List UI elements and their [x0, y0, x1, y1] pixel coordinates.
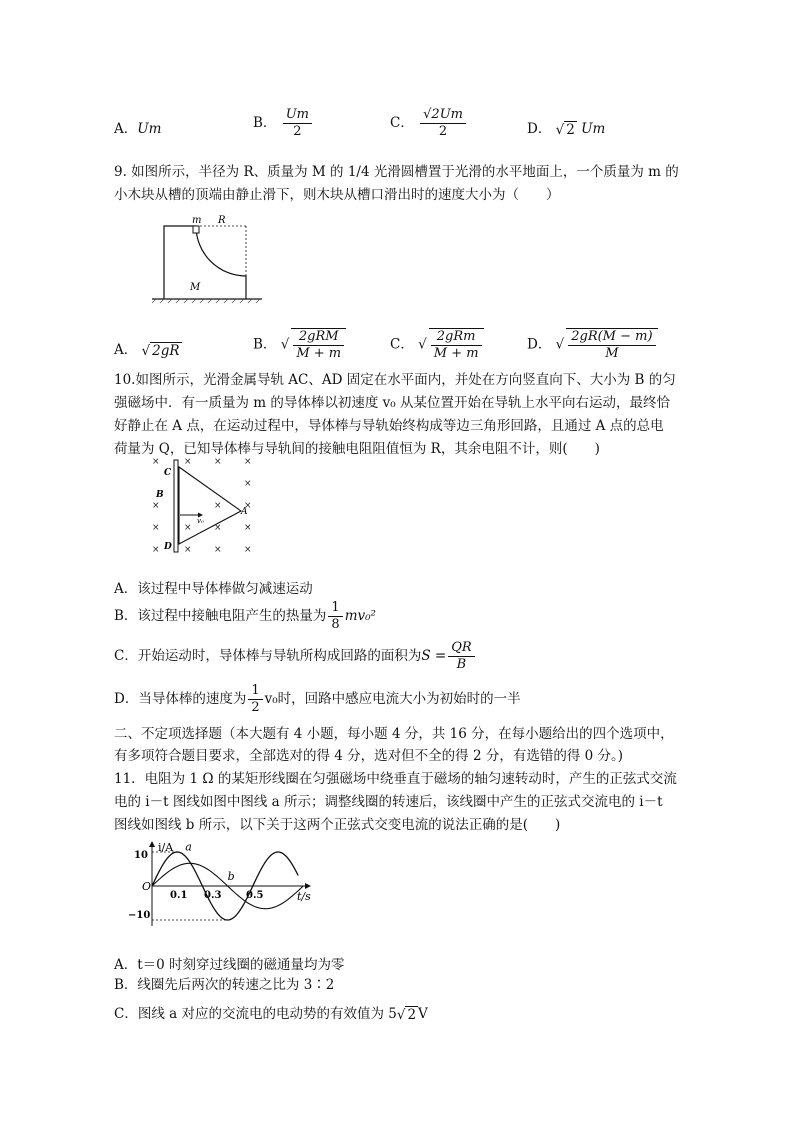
q8-option-a: [114, 117, 161, 137]
svg-text:×: ×: [214, 523, 222, 533]
sqrt: √ $\frac{2gR(M - m)}{M}$: [556, 328, 660, 362]
numerator: 1: [328, 600, 342, 617]
sqrt: √ $\frac{\text{2gRM}}{M + m}$: [281, 328, 348, 362]
fraction: [448, 640, 474, 673]
q11-line-2: 电的 i－t 图线如图中图线 a 所示；调整线圈的转速后，该线圈中产生的正弦式交流电的 i－t: [114, 794, 663, 810]
series-b-label: b: [227, 870, 235, 884]
variable: S =: [421, 648, 447, 664]
q11-line-3: 图线如图线 b 所示，以下关于这两个正弦式交变电流的说法正确的是( ): [114, 817, 561, 833]
option-label: B．: [253, 115, 277, 131]
label-D: D: [164, 542, 172, 552]
origin-label: O: [142, 880, 152, 893]
sqrt: √ 2: [555, 121, 575, 138]
option-text: mv₀²: [344, 608, 376, 624]
q11-option-b: B．线圈先后两次的转速之比为 3∶2: [114, 977, 335, 993]
denominator: B: [456, 657, 467, 672]
radicand: 2: [566, 121, 575, 138]
svg-text:×: ×: [152, 501, 160, 511]
svg-text:×: ×: [244, 457, 252, 467]
numerator: 2gR(M − m): [568, 329, 655, 346]
option-label: A．: [114, 121, 138, 137]
label-m: m: [192, 215, 202, 226]
q10-option-a: A．该过程中导体棒做匀减速运动: [114, 581, 313, 597]
numerator: √2Um: [420, 107, 466, 124]
q9-line-1: 9. 如图所示，半径为 R、质量为 M 的 1/4 光滑圆槽置于光滑的水平地面上，一个质量为 m 的: [114, 164, 679, 180]
x-tick-label: 0.3: [204, 890, 222, 901]
label-C: C: [164, 468, 172, 478]
svg-text:×: ×: [152, 523, 160, 533]
svg-text:×: ×: [244, 479, 252, 489]
label-M: M: [190, 282, 201, 293]
option-text: Um: [581, 121, 606, 137]
svg-text:×: ×: [214, 457, 222, 467]
q8-option-c: [390, 107, 468, 140]
numerator: 2gRm: [431, 329, 482, 346]
denominator: 2: [251, 700, 260, 715]
label-A: A: [241, 507, 248, 517]
q8-option-b: [253, 107, 314, 140]
section2-line-2: 有多项符合题目要求，全部选对的得 4 分，选对但不全的得 2 分，有选错的得 0 分。): [114, 748, 624, 764]
numerator: Um: [283, 107, 312, 124]
numerator: 1: [248, 683, 262, 700]
sqrt: √ 2: [396, 1006, 417, 1023]
option-text: C．开始运动时，导体棒与导轨所构成回路的面积为: [114, 648, 422, 664]
q11-option-c: [114, 1002, 428, 1023]
option-text: v₀时，回路中感应电流大小为初始时的一半: [264, 691, 521, 707]
denominator: 2: [293, 124, 302, 139]
svg-text:×: ×: [184, 523, 192, 533]
series-a-label: a: [185, 840, 192, 854]
fraction: [328, 600, 342, 633]
option-text: C．图线 a 对应的交流电的电动势的有效值为 5: [114, 1006, 397, 1022]
x-tick-label: 0.5: [246, 890, 264, 901]
fraction: [420, 107, 466, 140]
sqrt: √ 2gR: [141, 342, 180, 359]
y-axis-label: i/A: [158, 841, 174, 854]
option-label: D．: [527, 336, 552, 353]
radicand: 2gR: [152, 342, 180, 359]
q10-line-2: 强磁场中．有一质量为 m 的导体棒以初速度 v₀ 从某位置开始在导轨上水平向右运动，最终恰: [114, 395, 671, 411]
svg-text:×: ×: [152, 457, 160, 467]
x-axis-label: t/s: [297, 890, 311, 903]
q10-line-1: 10.如图所示，光滑金属导轨 AC、AD 固定在水平面内，并处在方向竖直向下、大小为 B 的匀: [114, 372, 676, 388]
option-text: D．当导体棒的速度为: [114, 691, 247, 707]
fraction: [248, 683, 262, 716]
y-tick-label: 10: [134, 850, 148, 861]
option-label: C．: [390, 115, 414, 131]
option-label: B．: [253, 336, 277, 353]
q9-line-2: 小木块从槽的顶端由静止滑下，则木块从槽口滑出时的速度大小为（ ）: [114, 187, 560, 203]
q10-option-d: [114, 683, 521, 716]
svg-text:×: ×: [244, 545, 252, 555]
svg-text:×: ×: [244, 523, 252, 533]
svg-text:×: ×: [184, 457, 192, 467]
svg-text:×: ×: [214, 545, 222, 555]
denominator: 8: [331, 617, 340, 632]
q8-option-d: [527, 117, 605, 138]
svg-text:×: ×: [214, 501, 222, 511]
option-label: C．: [390, 336, 414, 353]
x-tick-label: 0.1: [170, 890, 188, 901]
denominator: M: [605, 346, 619, 361]
denominator: M + m: [433, 346, 479, 361]
q11-option-a: A．t＝0 时刻穿过线圈的磁通量均为零: [114, 957, 345, 973]
fraction: [429, 328, 484, 362]
q10-line-3: 好静止在 A 点，在运动过程中，导体棒与导轨始终构成等边三角形回路，且通过 A 点的总电: [114, 418, 664, 434]
denominator: 2: [438, 124, 448, 139]
q9-option-a: [114, 338, 182, 359]
option-text: B．该过程中接触电阻产生的热量为: [114, 608, 327, 624]
q11-line-1: 11．电阻为 1 Ω 的某矩形线圈在匀强磁场中绕垂直于磁场的轴匀速转动时，产生的正弦式交流: [114, 771, 677, 787]
q10-option-c: [114, 640, 477, 673]
q9-figure: [150, 212, 265, 304]
fraction: [283, 107, 312, 140]
radicand: 2: [407, 1006, 417, 1023]
fraction: [291, 328, 346, 362]
y-tick-label: −10: [128, 910, 151, 921]
option-label: D．: [527, 121, 552, 137]
label-R: R: [218, 215, 226, 226]
svg-text:×: ×: [152, 545, 160, 555]
sqrt: √ $\frac{\text{2gRm}}{M + m}$: [418, 328, 485, 362]
fraction: [566, 328, 657, 362]
q9-option-b: [253, 328, 348, 362]
q10-option-b: [114, 600, 376, 633]
unit: V: [418, 1006, 428, 1022]
denominator: M + m: [296, 346, 342, 361]
svg-text:×: ×: [184, 545, 192, 555]
svg-text:×: ×: [244, 501, 252, 511]
section2-line-1: 二、不定项选择题（本大题有 4 小题，每小题 4 分，共 16 分，在每小题给出的四个选项中，: [114, 726, 674, 742]
q10-line-4: 荷量为 Q，已知导体棒与导轨间的接触电阻阻值恒为 R，其余电阻不计，则( ): [114, 441, 600, 457]
q9-option-c: [390, 328, 486, 362]
q11-it-chart: [124, 838, 324, 930]
q9-option-d: [527, 328, 660, 362]
numerator: QR: [448, 640, 474, 657]
label-v0: v₀: [197, 517, 204, 525]
label-B: B: [156, 490, 164, 500]
numerator: 2gRM: [293, 329, 344, 346]
option-label: A．: [114, 342, 138, 358]
q10-figure: [148, 455, 260, 555]
option-text: Um: [137, 121, 162, 137]
